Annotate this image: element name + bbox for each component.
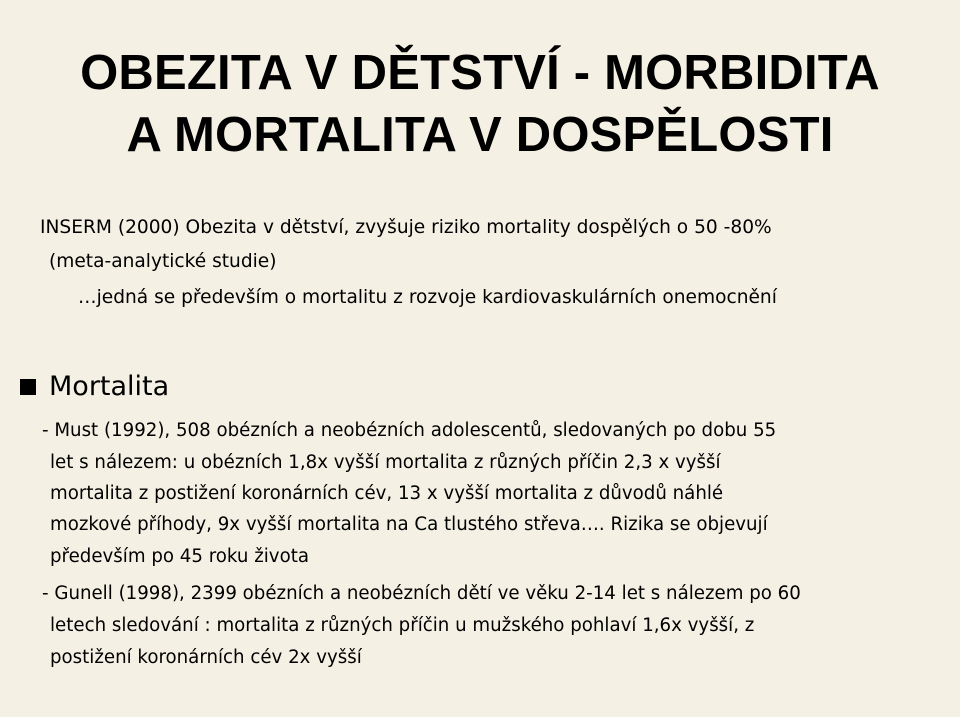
section-heading-row [20,368,169,404]
slide-title-line-2: A MORTALITA V DOSPĚLOSTI [126,108,834,162]
intro-line-1: INSERM (2000) Obezita v dětství, zvyšuje riziko mortality dospělých o 50 -80% [40,217,772,238]
gunell-study-line-3: postižení koronárních cév 2x vyšší [50,647,362,668]
must-study-line-3: mortalita z postižení koronárních cév, 13 x vyšší mortalita z důvodů náhlé [50,483,724,504]
must-study-line-4: mozkové příhody, 9x vyšší mortalita na Ca tlustého střeva…. Rizika se objevují [50,514,768,535]
section-heading: Mortalita [49,370,170,402]
must-study-line-5: především po 45 roku života [50,546,309,567]
intro-line-2: (meta-analytické studie) [49,251,277,272]
must-study-line-1: - Must (1992), 508 obézních a neobézních adolescentů, sledovaných po dobu 55 [42,420,777,441]
must-study-line-2: let s nálezem: u obézních 1,8x vyšší mortalita z různých příčin 2,3 x vyšší [50,452,721,473]
gunell-study-line-2: letech sledování : mortalita z různých příčin u mužského pohlaví 1,6x vyšší, z [50,615,755,636]
square-bullet-icon [20,379,36,395]
intro-line-3: …jedná se především o mortalitu z rozvoje kardiovaskulárních onemocnění [78,287,777,308]
slide-title-line-1: OBEZITA V DĚTSTVÍ - MORBIDITA [80,46,880,100]
gunell-study-line-1: - Gunell (1998), 2399 obézních a neobézních dětí ve věku 2-14 let s nálezem po 60 [42,583,801,604]
